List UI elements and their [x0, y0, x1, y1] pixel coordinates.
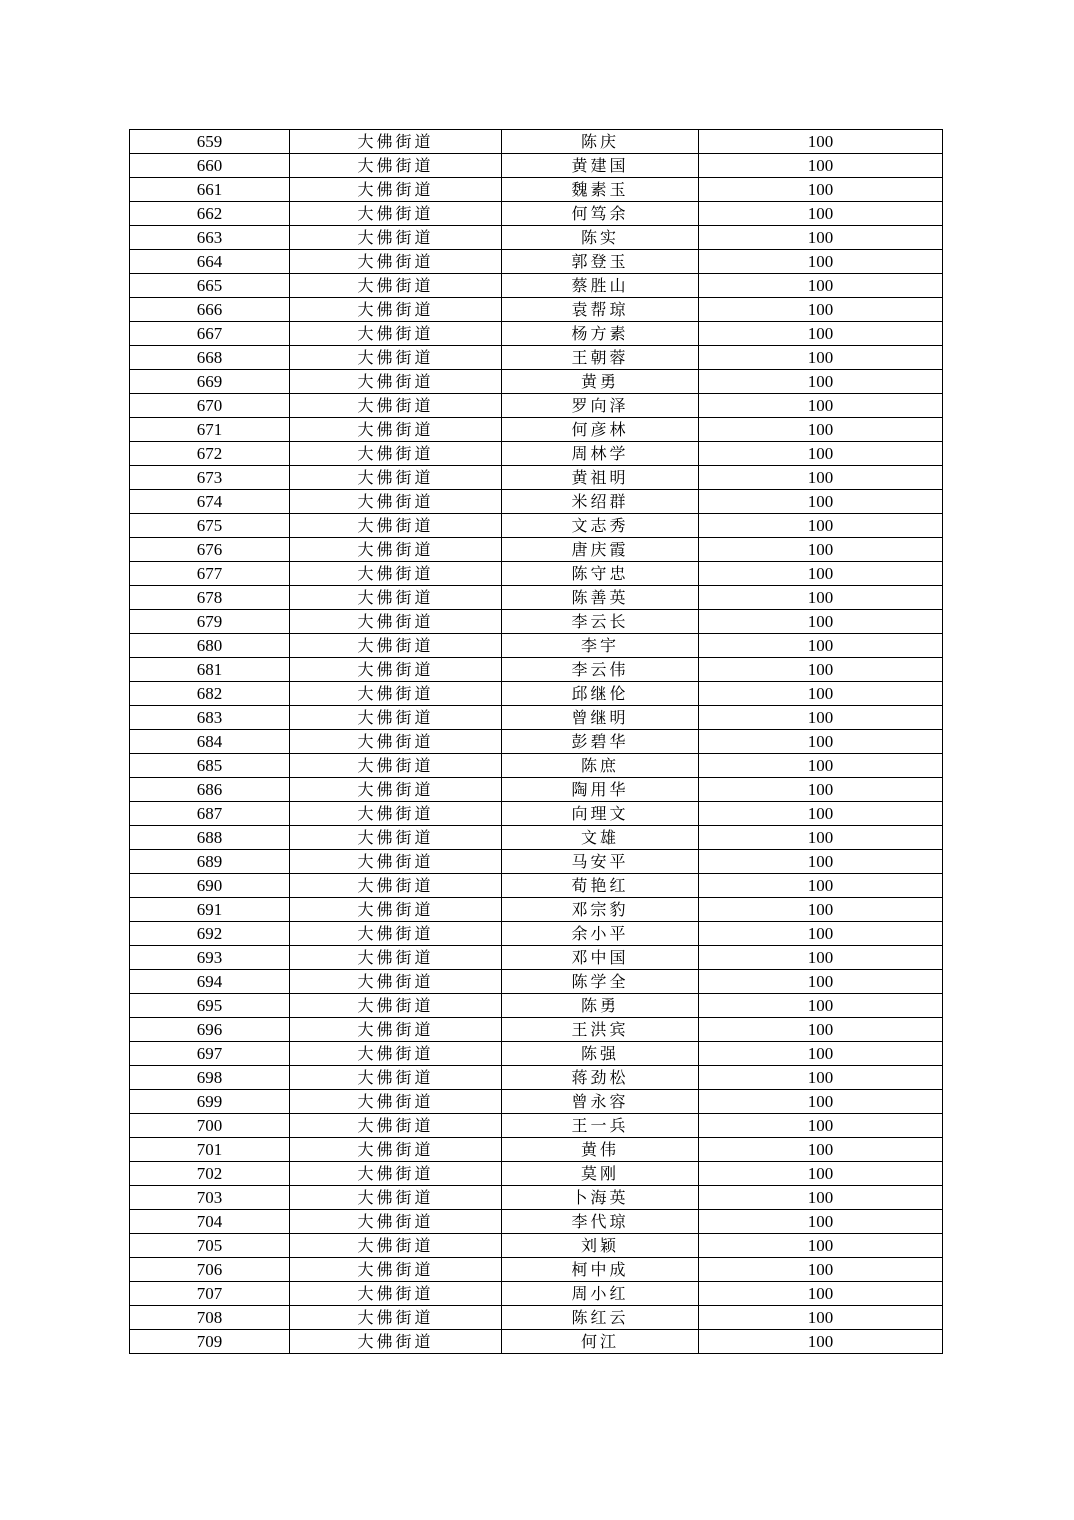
street-cell: 大佛街道: [290, 1138, 502, 1162]
table-row: [130, 1234, 943, 1258]
table-row: [130, 778, 943, 802]
table-row: [130, 922, 943, 946]
person-name-cell: 曾继明: [502, 706, 699, 730]
amount-cell: 100: [699, 826, 943, 850]
row-number-cell: 660: [130, 154, 290, 178]
amount-cell: 100: [699, 970, 943, 994]
row-number-cell: 663: [130, 226, 290, 250]
street-cell: 大佛街道: [290, 418, 502, 442]
person-name-cell: 王朝蓉: [502, 346, 699, 370]
person-name-cell: 何彦林: [502, 418, 699, 442]
amount-cell: 100: [699, 514, 943, 538]
amount-cell: 100: [699, 1306, 943, 1330]
table-row: [130, 418, 943, 442]
street-cell: 大佛街道: [290, 1306, 502, 1330]
amount-cell: 100: [699, 1258, 943, 1282]
amount-cell: 100: [699, 1186, 943, 1210]
person-name-cell: 蔡胜山: [502, 274, 699, 298]
table-row: [130, 1042, 943, 1066]
person-name-cell: 罗向泽: [502, 394, 699, 418]
street-cell: 大佛街道: [290, 826, 502, 850]
person-name-cell: 向理文: [502, 802, 699, 826]
table-row: [130, 850, 943, 874]
amount-cell: 100: [699, 466, 943, 490]
street-cell: 大佛街道: [290, 1162, 502, 1186]
amount-cell: 100: [699, 370, 943, 394]
row-number-cell: 680: [130, 634, 290, 658]
table-row: [130, 202, 943, 226]
street-cell: 大佛街道: [290, 682, 502, 706]
person-name-cell: 文志秀: [502, 514, 699, 538]
table-row: [130, 250, 943, 274]
street-cell: 大佛街道: [290, 994, 502, 1018]
person-name-cell: 陈学全: [502, 970, 699, 994]
amount-cell: 100: [699, 202, 943, 226]
row-number-cell: 687: [130, 802, 290, 826]
table-row: [130, 1090, 943, 1114]
table-row: [130, 730, 943, 754]
person-name-cell: 郭登玉: [502, 250, 699, 274]
amount-cell: 100: [699, 298, 943, 322]
row-number-cell: 686: [130, 778, 290, 802]
row-number-cell: 703: [130, 1186, 290, 1210]
street-cell: 大佛街道: [290, 130, 502, 154]
street-cell: 大佛街道: [290, 802, 502, 826]
row-number-cell: 695: [130, 994, 290, 1018]
street-cell: 大佛街道: [290, 370, 502, 394]
row-number-cell: 681: [130, 658, 290, 682]
street-cell: 大佛街道: [290, 778, 502, 802]
street-cell: 大佛街道: [290, 586, 502, 610]
street-cell: 大佛街道: [290, 562, 502, 586]
row-number-cell: 704: [130, 1210, 290, 1234]
table-row: [130, 538, 943, 562]
table-row: [130, 1138, 943, 1162]
table-row: [130, 178, 943, 202]
street-cell: 大佛街道: [290, 1066, 502, 1090]
person-name-cell: 邱继伦: [502, 682, 699, 706]
person-name-cell: 唐庆霞: [502, 538, 699, 562]
street-cell: 大佛街道: [290, 274, 502, 298]
person-name-cell: 荀艳红: [502, 874, 699, 898]
street-cell: 大佛街道: [290, 322, 502, 346]
person-name-cell: 彭碧华: [502, 730, 699, 754]
table-row: [130, 1210, 943, 1234]
table-row: [130, 1186, 943, 1210]
street-cell: 大佛街道: [290, 634, 502, 658]
amount-cell: 100: [699, 634, 943, 658]
row-number-cell: 667: [130, 322, 290, 346]
person-name-cell: 陈强: [502, 1042, 699, 1066]
person-name-cell: 袁帮琼: [502, 298, 699, 322]
street-cell: 大佛街道: [290, 1090, 502, 1114]
person-name-cell: 李云伟: [502, 658, 699, 682]
amount-cell: 100: [699, 226, 943, 250]
row-number-cell: 690: [130, 874, 290, 898]
person-name-cell: 陈善英: [502, 586, 699, 610]
person-name-cell: 柯中成: [502, 1258, 699, 1282]
table-row: [130, 874, 943, 898]
table-row: [130, 1066, 943, 1090]
table-row: [130, 754, 943, 778]
street-cell: 大佛街道: [290, 178, 502, 202]
table-row: [130, 898, 943, 922]
table-row: [130, 994, 943, 1018]
amount-cell: 100: [699, 442, 943, 466]
street-cell: 大佛街道: [290, 1282, 502, 1306]
row-number-cell: 694: [130, 970, 290, 994]
table-row: [130, 562, 943, 586]
person-name-cell: 黄勇: [502, 370, 699, 394]
row-number-cell: 685: [130, 754, 290, 778]
row-number-cell: 691: [130, 898, 290, 922]
roster-table: [129, 129, 943, 1354]
person-name-cell: 陈勇: [502, 994, 699, 1018]
street-cell: 大佛街道: [290, 850, 502, 874]
person-name-cell: 陈红云: [502, 1306, 699, 1330]
amount-cell: 100: [699, 994, 943, 1018]
row-number-cell: 693: [130, 946, 290, 970]
amount-cell: 100: [699, 682, 943, 706]
person-name-cell: 李云长: [502, 610, 699, 634]
amount-cell: 100: [699, 1066, 943, 1090]
table-row: [130, 130, 943, 154]
amount-cell: 100: [699, 1162, 943, 1186]
street-cell: 大佛街道: [290, 346, 502, 370]
street-cell: 大佛街道: [290, 250, 502, 274]
row-number-cell: 697: [130, 1042, 290, 1066]
table-row: [130, 346, 943, 370]
amount-cell: 100: [699, 1138, 943, 1162]
row-number-cell: 668: [130, 346, 290, 370]
person-name-cell: 李代琼: [502, 1210, 699, 1234]
row-number-cell: 696: [130, 1018, 290, 1042]
amount-cell: 100: [699, 418, 943, 442]
table-row: [130, 634, 943, 658]
row-number-cell: 702: [130, 1162, 290, 1186]
row-number-cell: 700: [130, 1114, 290, 1138]
street-cell: 大佛街道: [290, 610, 502, 634]
person-name-cell: 卜海英: [502, 1186, 699, 1210]
street-cell: 大佛街道: [290, 538, 502, 562]
amount-cell: 100: [699, 946, 943, 970]
street-cell: 大佛街道: [290, 898, 502, 922]
row-number-cell: 689: [130, 850, 290, 874]
person-name-cell: 陈庆: [502, 130, 699, 154]
table-row: [130, 514, 943, 538]
row-number-cell: 673: [130, 466, 290, 490]
row-number-cell: 674: [130, 490, 290, 514]
street-cell: 大佛街道: [290, 154, 502, 178]
table-row: [130, 298, 943, 322]
person-name-cell: 邓宗豹: [502, 898, 699, 922]
table-row: [130, 706, 943, 730]
amount-cell: 100: [699, 250, 943, 274]
person-name-cell: 黄祖明: [502, 466, 699, 490]
amount-cell: 100: [699, 610, 943, 634]
amount-cell: 100: [699, 1234, 943, 1258]
street-cell: 大佛街道: [290, 1186, 502, 1210]
row-number-cell: 666: [130, 298, 290, 322]
table-row: [130, 1162, 943, 1186]
row-number-cell: 683: [130, 706, 290, 730]
amount-cell: 100: [699, 322, 943, 346]
row-number-cell: 669: [130, 370, 290, 394]
table-row: [130, 658, 943, 682]
amount-cell: 100: [699, 394, 943, 418]
amount-cell: 100: [699, 1282, 943, 1306]
amount-cell: 100: [699, 658, 943, 682]
row-number-cell: 672: [130, 442, 290, 466]
person-name-cell: 蒋劲松: [502, 1066, 699, 1090]
street-cell: 大佛街道: [290, 298, 502, 322]
row-number-cell: 671: [130, 418, 290, 442]
street-cell: 大佛街道: [290, 490, 502, 514]
street-cell: 大佛街道: [290, 658, 502, 682]
table-row: [130, 226, 943, 250]
amount-cell: 100: [699, 154, 943, 178]
row-number-cell: 701: [130, 1138, 290, 1162]
person-name-cell: 王洪宾: [502, 1018, 699, 1042]
row-number-cell: 699: [130, 1090, 290, 1114]
person-name-cell: 邓中国: [502, 946, 699, 970]
table-row: [130, 802, 943, 826]
row-number-cell: 676: [130, 538, 290, 562]
amount-cell: 100: [699, 1210, 943, 1234]
amount-cell: 100: [699, 586, 943, 610]
street-cell: 大佛街道: [290, 1330, 502, 1354]
person-name-cell: 马安平: [502, 850, 699, 874]
amount-cell: 100: [699, 850, 943, 874]
person-name-cell: 周小红: [502, 1282, 699, 1306]
row-number-cell: 706: [130, 1258, 290, 1282]
amount-cell: 100: [699, 922, 943, 946]
table-row: [130, 490, 943, 514]
person-name-cell: 何江: [502, 1330, 699, 1354]
row-number-cell: 665: [130, 274, 290, 298]
amount-cell: 100: [699, 346, 943, 370]
street-cell: 大佛街道: [290, 754, 502, 778]
street-cell: 大佛街道: [290, 874, 502, 898]
amount-cell: 100: [699, 130, 943, 154]
table-row: [130, 586, 943, 610]
street-cell: 大佛街道: [290, 226, 502, 250]
amount-cell: 100: [699, 754, 943, 778]
person-name-cell: 何笃余: [502, 202, 699, 226]
person-name-cell: 黄建国: [502, 154, 699, 178]
person-name-cell: 王一兵: [502, 1114, 699, 1138]
row-number-cell: 709: [130, 1330, 290, 1354]
street-cell: 大佛街道: [290, 1258, 502, 1282]
street-cell: 大佛街道: [290, 970, 502, 994]
amount-cell: 100: [699, 706, 943, 730]
amount-cell: 100: [699, 178, 943, 202]
amount-cell: 100: [699, 802, 943, 826]
table-row: [130, 322, 943, 346]
street-cell: 大佛街道: [290, 1210, 502, 1234]
street-cell: 大佛街道: [290, 1018, 502, 1042]
table-row: [130, 394, 943, 418]
person-name-cell: 魏素玉: [502, 178, 699, 202]
amount-cell: 100: [699, 1114, 943, 1138]
row-number-cell: 670: [130, 394, 290, 418]
roster-table-body: [130, 130, 943, 1354]
row-number-cell: 707: [130, 1282, 290, 1306]
street-cell: 大佛街道: [290, 1234, 502, 1258]
street-cell: 大佛街道: [290, 946, 502, 970]
table-row: [130, 970, 943, 994]
person-name-cell: 刘颖: [502, 1234, 699, 1258]
person-name-cell: 陶用华: [502, 778, 699, 802]
table-row: [130, 1282, 943, 1306]
person-name-cell: 周林学: [502, 442, 699, 466]
amount-cell: 100: [699, 898, 943, 922]
amount-cell: 100: [699, 874, 943, 898]
row-number-cell: 661: [130, 178, 290, 202]
street-cell: 大佛街道: [290, 466, 502, 490]
amount-cell: 100: [699, 562, 943, 586]
amount-cell: 100: [699, 1042, 943, 1066]
table-row: [130, 946, 943, 970]
table-row: [130, 1306, 943, 1330]
street-cell: 大佛街道: [290, 514, 502, 538]
amount-cell: 100: [699, 1090, 943, 1114]
amount-cell: 100: [699, 730, 943, 754]
row-number-cell: 705: [130, 1234, 290, 1258]
row-number-cell: 688: [130, 826, 290, 850]
table-row: [130, 682, 943, 706]
amount-cell: 100: [699, 490, 943, 514]
table-row: [130, 1258, 943, 1282]
row-number-cell: 679: [130, 610, 290, 634]
row-number-cell: 664: [130, 250, 290, 274]
person-name-cell: 杨方素: [502, 322, 699, 346]
amount-cell: 100: [699, 1018, 943, 1042]
person-name-cell: 曾永容: [502, 1090, 699, 1114]
row-number-cell: 692: [130, 922, 290, 946]
person-name-cell: 黄伟: [502, 1138, 699, 1162]
person-name-cell: 陈庶: [502, 754, 699, 778]
table-row: [130, 442, 943, 466]
row-number-cell: 678: [130, 586, 290, 610]
street-cell: 大佛街道: [290, 442, 502, 466]
table-row: [130, 154, 943, 178]
table-row: [130, 370, 943, 394]
street-cell: 大佛街道: [290, 1114, 502, 1138]
street-cell: 大佛街道: [290, 1042, 502, 1066]
row-number-cell: 675: [130, 514, 290, 538]
amount-cell: 100: [699, 274, 943, 298]
row-number-cell: 662: [130, 202, 290, 226]
table-row: [130, 610, 943, 634]
person-name-cell: 莫刚: [502, 1162, 699, 1186]
amount-cell: 100: [699, 778, 943, 802]
street-cell: 大佛街道: [290, 394, 502, 418]
table-row: [130, 826, 943, 850]
row-number-cell: 659: [130, 130, 290, 154]
person-name-cell: 文雄: [502, 826, 699, 850]
table-row: [130, 274, 943, 298]
amount-cell: 100: [699, 538, 943, 562]
person-name-cell: 陈守忠: [502, 562, 699, 586]
amount-cell: 100: [699, 1330, 943, 1354]
row-number-cell: 682: [130, 682, 290, 706]
person-name-cell: 余小平: [502, 922, 699, 946]
street-cell: 大佛街道: [290, 730, 502, 754]
street-cell: 大佛街道: [290, 202, 502, 226]
table-row: [130, 1330, 943, 1354]
table-row: [130, 1114, 943, 1138]
table-row: [130, 466, 943, 490]
row-number-cell: 708: [130, 1306, 290, 1330]
person-name-cell: 米绍群: [502, 490, 699, 514]
table-row: [130, 1018, 943, 1042]
person-name-cell: 李宇: [502, 634, 699, 658]
row-number-cell: 684: [130, 730, 290, 754]
street-cell: 大佛街道: [290, 922, 502, 946]
street-cell: 大佛街道: [290, 706, 502, 730]
person-name-cell: 陈实: [502, 226, 699, 250]
row-number-cell: 677: [130, 562, 290, 586]
row-number-cell: 698: [130, 1066, 290, 1090]
